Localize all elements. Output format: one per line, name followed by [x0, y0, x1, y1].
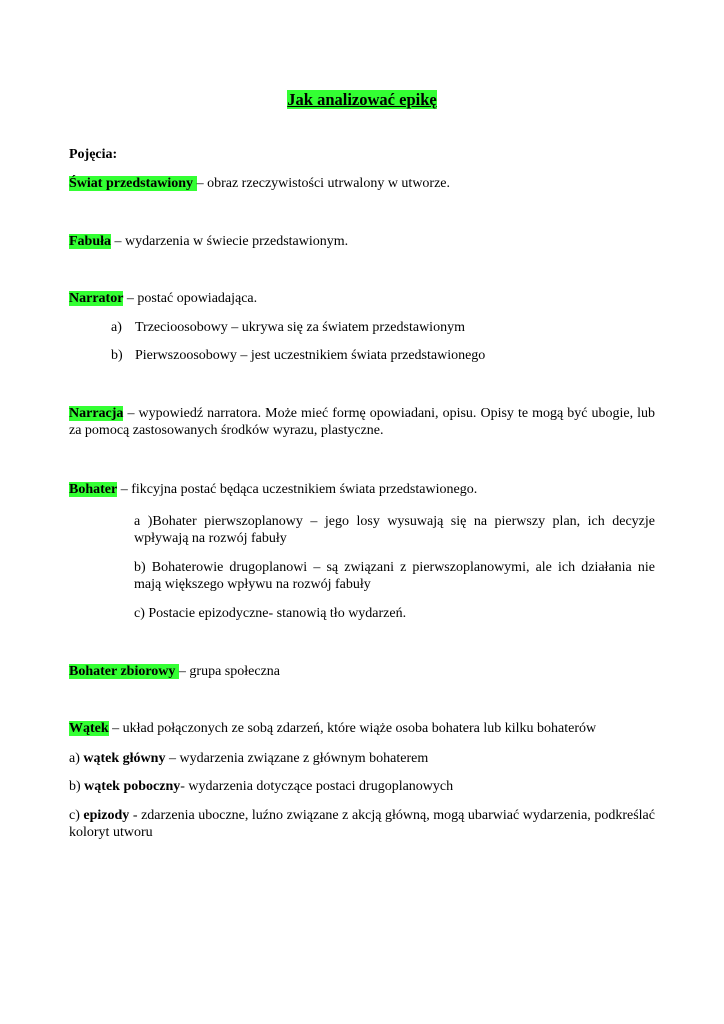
list-prefix: c) [69, 808, 84, 823]
def-fabula: – wydarzenia w świecie przedstawionym. [111, 234, 349, 249]
list-text: Trzecioosobowy – ukrywa się za światem przedstawionym [135, 320, 465, 335]
list-item [69, 750, 655, 767]
list-item: c) Postacie epizodyczne- stanowią tło wydarzeń. [134, 606, 407, 621]
list-text: Pierwszoosobowy – jest uczestnikiem świata przedstawionego [135, 348, 486, 363]
list-number: b) [111, 348, 123, 363]
definition-narracja [69, 405, 655, 439]
term-watek: Wątek [69, 721, 109, 736]
list-number: a) [111, 320, 122, 335]
list-prefix: a) [69, 751, 84, 766]
list-item [69, 778, 655, 795]
term-narracja: Narracja [69, 406, 124, 421]
list-item: b) Bohaterowie drugoplanowi – są związani z pierwszoplanowymi, ale ich działania nie mają większego wpływu na rozwój fabuły [134, 560, 655, 592]
list-term: wątek główny [83, 751, 166, 766]
list-text: – wydarzenia związane z głównym bohaterem [165, 751, 429, 766]
list-term: wątek poboczny [84, 779, 181, 794]
concepts-heading: Pojęcia: [69, 147, 118, 162]
definition-fabula [69, 233, 655, 250]
def-swiat: – obraz rzeczywistości utrwalony w utworze. [196, 176, 451, 191]
term-fabula: Fabuła [69, 234, 112, 249]
def-watek: – układ połączonych ze sobą zdarzeń, które wiąże osoba bohatera lub kilku bohaterów [108, 721, 597, 736]
definition-bohater [69, 481, 655, 498]
def-narracja: – wypowiedź narratora. Może mieć formę opowiadani, opisu. Opisy te mogą być ubogie, lub za pomocą zastosowanych środków wyrazu, plastyczne. [69, 406, 655, 438]
term-swiat: Świat przedstawiony [69, 176, 197, 191]
list-item [69, 807, 655, 841]
list-prefix: b) [69, 779, 85, 794]
list-item: a )Bohater pierwszoplanowy – jego losy wysuwają się na pierwszy plan, ich decyzje wpływają na rozwój fabuły [134, 514, 655, 546]
def-narrator: – postać opowiadająca. [123, 291, 258, 306]
list-term: epizody [83, 808, 130, 823]
document-title [0, 90, 724, 110]
term-bohater-zbiorowy: Bohater zbiorowy [69, 664, 179, 679]
def-bohater-zbiorowy: – grupa społeczna [178, 664, 280, 679]
definition-swiat [69, 175, 655, 192]
def-bohater: – fikcyjna postać będąca uczestnikiem świata przedstawionego. [117, 482, 478, 497]
definition-narrator [69, 290, 655, 307]
term-narrator: Narrator [69, 291, 124, 306]
term-bohater: Bohater [69, 482, 118, 497]
list-text: - zdarzenia uboczne, luźno związane z akcją główną, mogą ubarwiać wydarzenia, podkreślać koloryt utworu [69, 808, 655, 840]
definition-bohater-zbiorowy [69, 663, 655, 680]
list-text: - wydarzenia dotyczące postaci drugoplanowych [180, 779, 454, 794]
title-text: Jak analizować epikę [287, 90, 437, 109]
definition-watek [69, 720, 655, 737]
